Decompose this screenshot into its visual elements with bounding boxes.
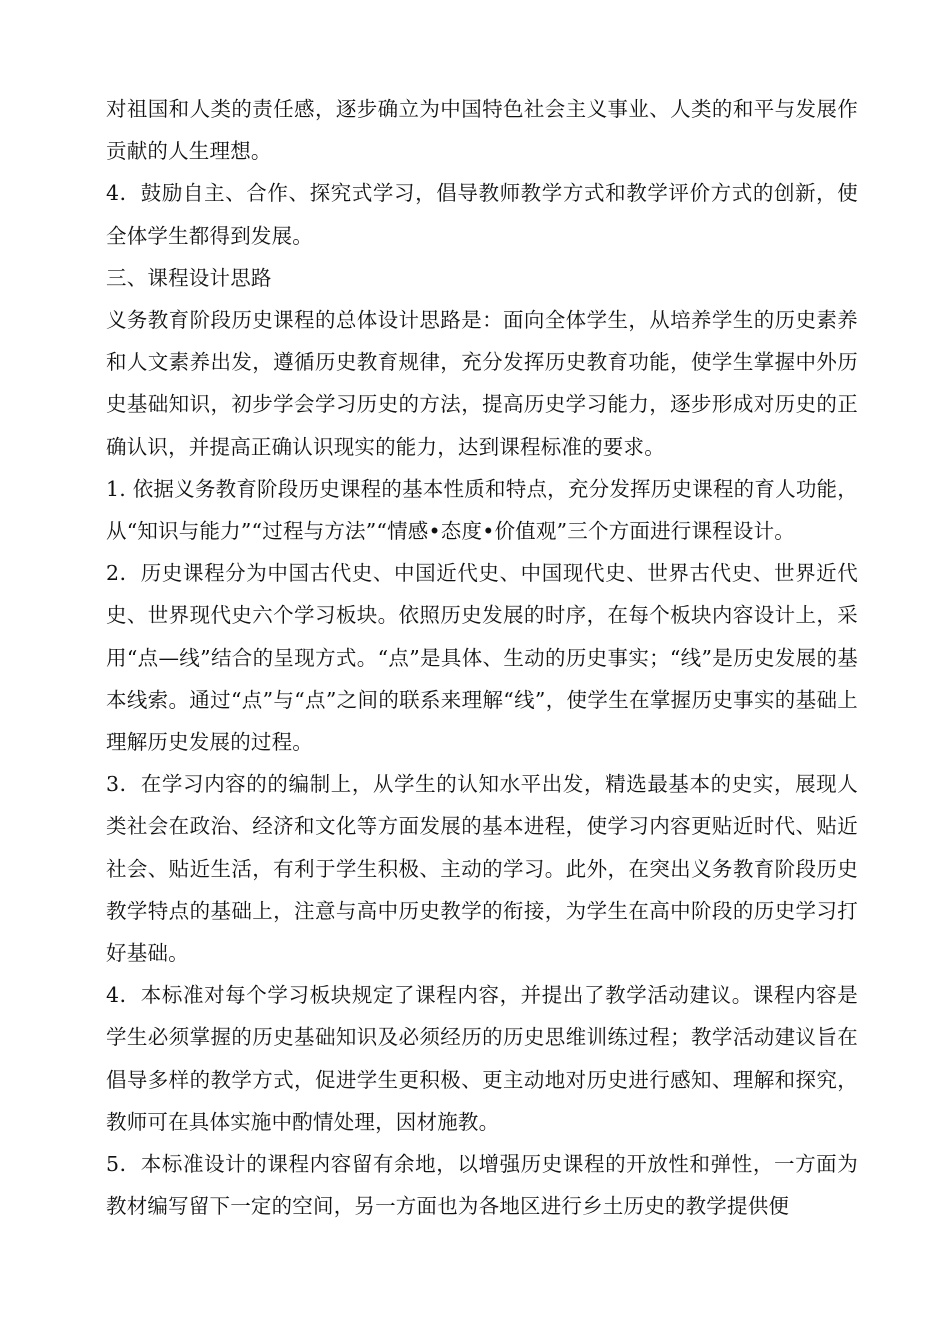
paragraph-continuation: 对祖国和人类的责任感，逐步确立为中国特色社会主义事业、人类的和平与发展作贡献的人生理想。 (106, 97, 858, 164)
paragraph-item-5: 5．本标准设计的课程内容留有余地，以增强历史课程的开放性和弹性，一方面为教材编写留下一定的空间，另一方面也为各地区进行乡土历史的教学提供便 (106, 1152, 858, 1219)
paragraph-item-2: 2．历史课程分为中国古代史、中国近代史、中国现代史、世界古代史、世界近代史、世界现代史六个学习板块。依照历史发展的时序，在每个板块内容设计上，采用“点—线”结合的呈现方式。“点”是具体、生动的历史事实；“线”是历史发展的基本线索。通过“点”与“点”之间的联系来理解“线”，使学生在掌握历史事实的基础上理解历史发展的过程。 (106, 561, 858, 755)
section-heading: 三、课程设计思路 (106, 265, 272, 290)
paragraph-item-4: 4．本标准对每个学习板块规定了课程内容，并提出了教学活动建议。课程内容是学生必须掌握的历史基础知识及必须经历的历史思维训练过程；教学活动建议旨在倡导多样的教学方式，促进学生更积极、更主动地对历史进行感知、理解和探究，教师可在具体实施中酌情处理，因材施教。 (106, 983, 858, 1134)
paragraph-item-3: 3．在学习内容的的编制上，从学生的认知水平出发，精选最基本的史实，展现人类社会在政治、经济和文化等方面发展的基本进程，使学习内容更贴近时代、贴近社会、贴近生活，有利于学生积极、主动的学习。此外，在突出义务教育阶段历史教学特点的基础上，注意与高中历史教学的衔接，为学生在高中阶段的历史学习打好基础。 (106, 772, 858, 966)
document-body (106, 88, 858, 1227)
paragraph-overview: 义务教育阶段历史课程的总体设计思路是：面向全体学生，从培养学生的历史素养和人文素养出发，遵循历史教育规律，充分发挥历史教育功能，使学生掌握中外历史基础知识，初步学会学习历史的方法，提高历史学习能力，逐步形成对历史的正确认识，并提高正确认识现实的能力，达到课程标准的要求。 (106, 308, 858, 459)
paragraph-item-4-encourage: 4．鼓励自主、合作、探究式学习，倡导教师教学方式和教学评价方式的创新，使全体学生都得到发展。 (106, 181, 858, 248)
paragraph-item-1: 1. 依据义务教育阶段历史课程的基本性质和特点，充分发挥历史课程的育人功能，从“知识与能力”“过程与方法”“情感•态度•价值观”三个方面进行课程设计。 (106, 476, 858, 544)
